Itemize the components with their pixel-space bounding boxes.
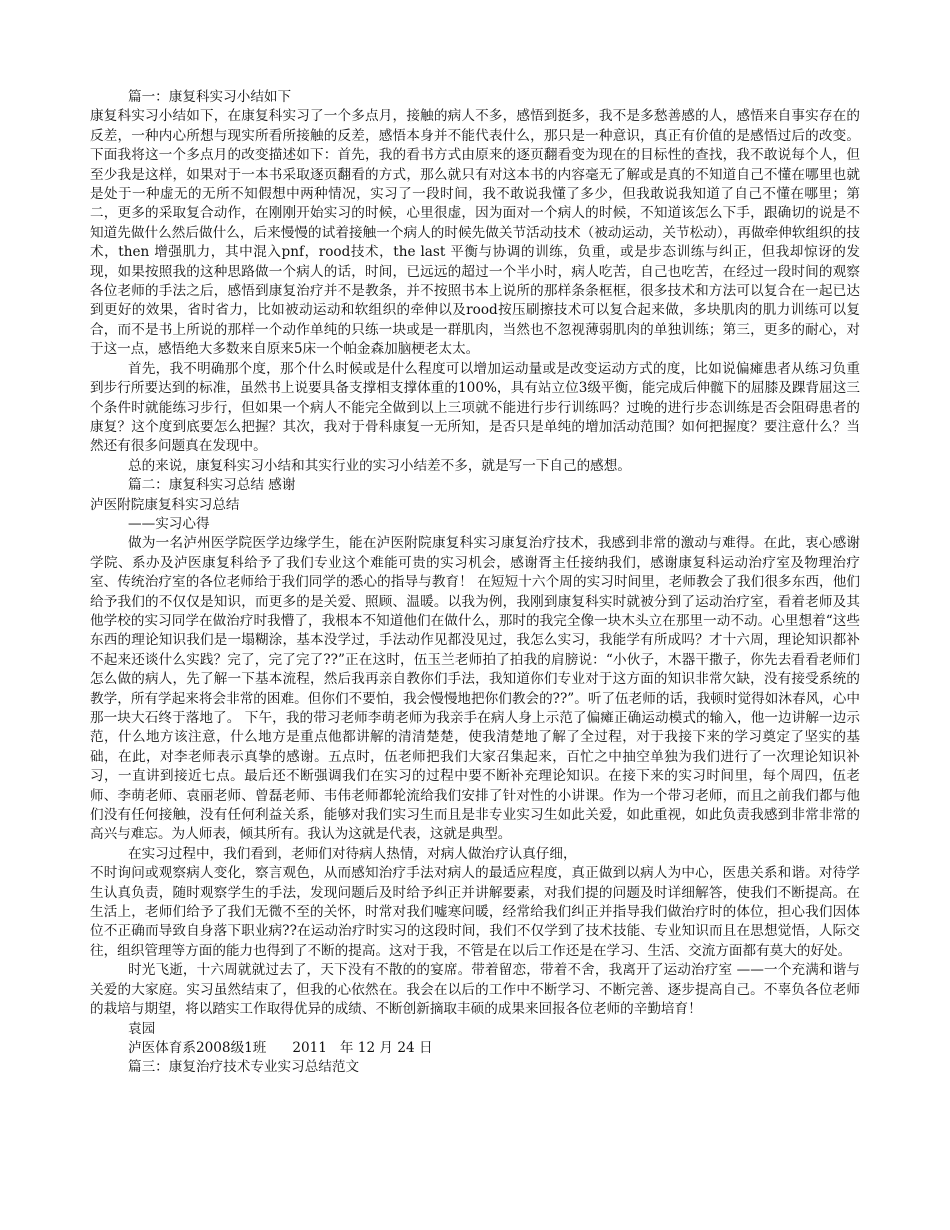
paragraph-5-body: 不时询问或观察病人变化，察言观色，从而感知治疗手法对病人的最适应程度，真正做到以病人为中心，医患关系和谐。对待学生认真负责，随时观察学生的手法，发现问题后及时给予纠正并讲解要素，对我们提的问题及时详细解答，使我们不断提高。在生活上，老师们给予了我们无微不至的关怀，时常对我们嘘寒问暖，经常给我们纠正并指导我们做治疗时的体位，担心我们因体位不正确而导致自身落下职业病??在运动治疗时实习的这段时间，我们不仅学到了技术技能、专业知识而且在思想觉悟，人际交往，组织管理等方面的能力也得到了不断的提高。这对于我，不管是在以后工作还是在学习、生活、交流方面都有莫大的好处。: [90, 865, 860, 959]
signature-name: 袁园: [128, 1020, 156, 1037]
paragraph-2: 首先，我不明确那个度，那个什么时候或是什么程度可以增加运动量或是改变运动方式的度，比如说偏瘫患者从练习负重到步行所要达到的标准，虽然书上说要具备支撑相支撑体重的100%，具有站立位3级平衡，能完成后伸髋下的屈膝及踝背屈这三个条件时就能练习步行，但如果一个病人不能完全做到以上三项就不能进行步行训练吗？过晚的进行步态训练是否会阻碍患者的康复？这个度到底要怎么把握？其次，我对于骨科康复一无所知，是否只是单纯的增加活动范围？如何把握度？要注意什么？当然还有很多问题真在发现中。: [90, 360, 860, 455]
section-subtitle-2: ——实习心得: [128, 515, 210, 532]
paragraph-1: 康复科实习小结如下，在康复科实习了一个多点月，接触的病人不多，感悟到挺多，我不是多愁善感的人，感悟来自事实存在的反差，一种内心所想与现实所看所接触的反差，感悟本身并不能代表什么，那只是一种意识，真正有价值的是感悟过后的改变。下面我将这一个多点月的改变描述如下：首先，我的看书方式由原来的逐页翻看变为现在的目标性的查找，我不敢说每个人，但至少我是这样，如果对于一本书采取逐页翻看的方式，那么就只有对这本书的内容毫无了解或是真的不知道自己不懂在哪里也就是处于一种虚无的无所不知假想中两种情况，实习了一段时间，我不敢说我懂了多少，但我敢说我知道了自己不懂在哪里；第二，更多的采取复合动作，在刚刚开始实习的时候，心里很虚，因为面对一个病人的时候，不知道该怎么下手，跟确切的说是不知道先做什么然后做什么，后来慢慢的试着接触一个病人的时候先做关节活动技术（被动运动，关节松动），再做牵伸软组织的技术，then 增强肌力，其中混入pnf，rood技术，the last 平衡与协调的训练，负重，或是步态训练与纠正，但我却惊讶的发现，如果按照我的这种思路做一个病人的话，时间，已远远的超过一个半小时，病人吃苦，自己也吃苦，在经过一段时间的观察各位老师的手法之后，感悟到康复治疗并不是教条，并不按照书本上说所的那样条条框框，很多技术和方法可以复合在一起已达到更好的效果，省时省力，比如被动运动和软组织的牵伸以及rood按压刷擦技术可以复合起来做，多块肌肉的肌力训练可以复合，而不是书上所说的那样一个动作单纯的只练一块或是一群肌肉，当然也不忽视薄弱肌肉的单独训练；第三，更多的耐心，对于这一点，感悟绝大多数来自原来5床一个帕金森加脑梗老太太。: [90, 108, 860, 358]
section-heading-1: 篇一：康复科实习小结如下: [128, 89, 292, 105]
section-heading-3: 篇三：康复治疗技术专业实习总结范文: [128, 1059, 360, 1076]
paragraph-3: 总的来说，康复科实习小结和其实行业的实习小结差不多，就是写一下自己的感想。: [128, 457, 631, 474]
signature-class-date: 泸医体育系2008级1班 2011 年 12 月 24 日: [128, 1039, 433, 1056]
paragraph-4: 做为一名泸州医学院医学边缘学生，能在泸医附院康复科实习康复治疗技术，我感到非常的激动与难得。在此，衷心感谢学院、系办及泸医康复科给予了我们专业这个难能可贵的实习机会，感谢胥主任接纳我们，感谢康复科运动治疗室及物理治疗室、传统治疗室的各位老师给于我们同学的悉心的指导与教育！ 在短短十六个周的实习时间里，老师教会了我们很多东西，他们给予我们的不仅仅是知识，而更多的是关爱、照顾、温暖。以我为例，我刚到康复科实时就被分到了运动治疗室，看着老师及其他学校的实习同学在做治疗时我懵了，我根本不知道他们在做什么，那时的我完全像一块木头立在那里一动不动。心里想着“这些东西的理论知识我们是一塌糊涂，基本没学过，手法动作见都没见过，我怎么实习，我能学有所成吗？才十六周，理论知识都补不起来还谈什么实践？完了，完了完了??”正在这时，伍玉兰老师拍了拍我的肩膀说：“小伙子，木器干撒子，你先去看看老师们怎么做的病人，先了解一下基本流程，然后我再亲自教你们手法，我知道你们专业对于这方面的知识非常欠缺，没有接受系统的教学，所有学起来将会非常的困难。但你们不要怕，我会慢慢地把你们教会的??”。听了伍老师的话，我顿时觉得如沐春风，心中那一块大石终于落地了。 下午，我的带习老师李萌老师为我亲手在病人身上示范了偏瘫正确运动模式的输入，他一边讲解一边示范，什么地方该注意，什么地方是重点他都讲解的清清楚楚，使我清楚地了解了全过程，对于我接下来的学习奠定了坚实的基础，在此，对李老师表示真挚的感谢。五点时，伍老师把我们大家召集起来，百忙之中抽空单独为我们进行了一次理论知识补习，一直讲到接近七点。最后还不断强调我们在实习的过程中要不断补充理论知识。在接下来的实习时间里，每个周四，伍老师、李萌老师、袁丽老师、曾磊老师、韦伟老师都轮流给我们安排了针对性的小讲课。作为一个带习老师，而且之前我们都与他们没有任何接触，没有任何利益关系，能够对我们实习生而且是非专业实习生如此关爱，如此重视，如此负责我感到非常非常的高兴与难忘。为人师表，倾其所有。我认为这就是代表，这就是典型。: [90, 535, 860, 843]
section-heading-2: 篇二：康复科实习总结 感谢: [128, 477, 296, 494]
section-title-2: 泸医附院康复科实习总结: [90, 496, 240, 513]
paragraph-6: 时光飞逝，十六周就就过去了，天下没有不散的的宴席。带着留恋，带着不舍，我离开了运动治疗室 ——一个充满和谐与关爱的大家庭。实习虽然结束了，但我的心依然在。我会在以后的工作中不断学习、不断完善、逐步提高自己。不辜负各位老师的栽培与期望，将以踏实工作取得优异的成绩、不断创新摘取丰硕的成果来回报各位老师的辛勤培育！: [90, 962, 860, 1018]
paragraph-5-start: 在实习过程中，我们看到，老师们对待病人热情，对病人做治疗认真仔细，: [128, 845, 577, 862]
